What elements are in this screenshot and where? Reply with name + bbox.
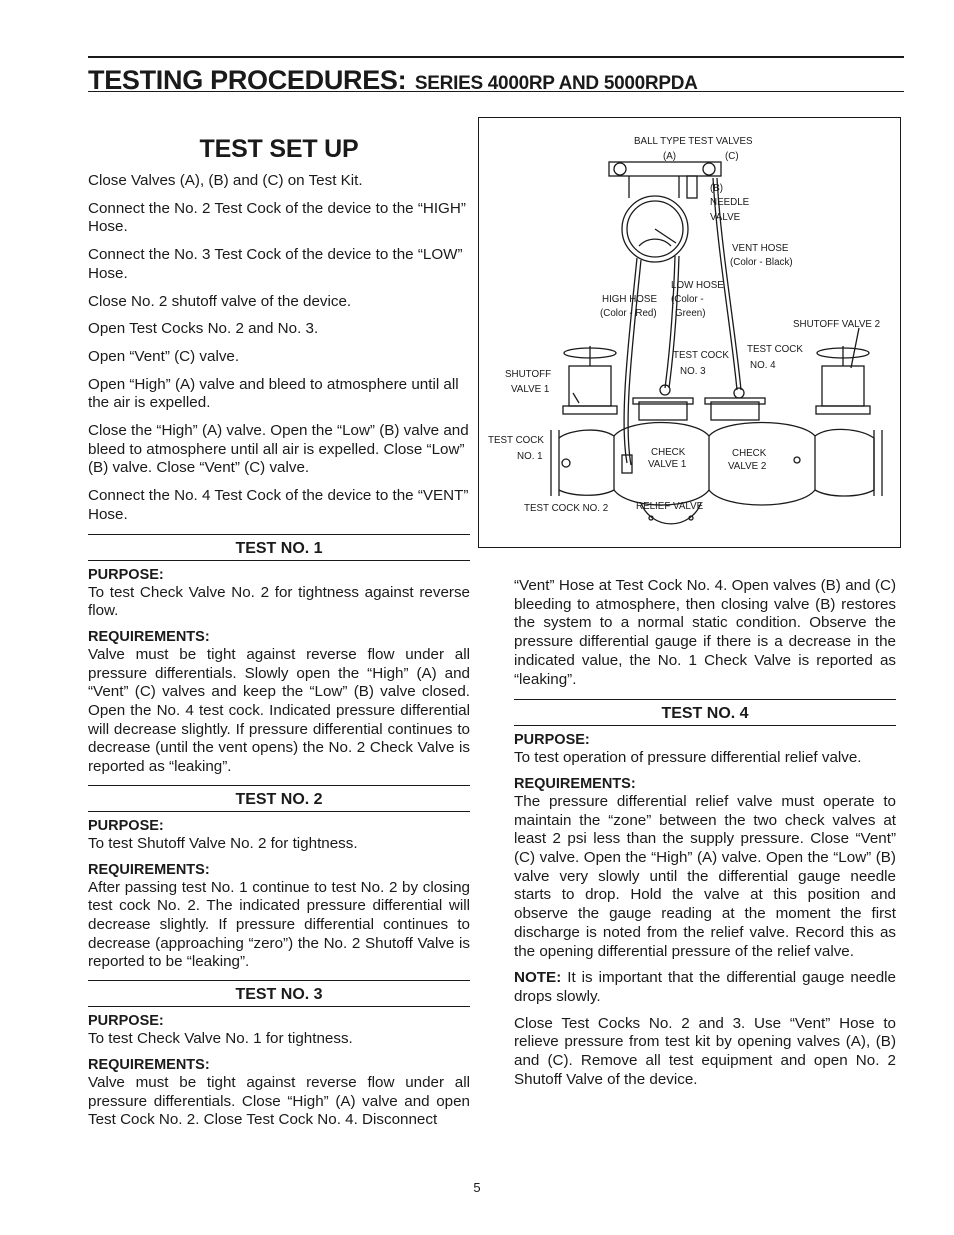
test-1-requirements: Valve must be tight against reverse flow under all pressure differentials. Slowly open the “High” (A) and “Vent” (C) valves and keep the “Low” (B) valve closed. Open the No. 4 test cock. Indicated pressure differential will decrease slightly. If pressure differential continues to decrease (until the vent opens) the No. 2 Check Valve is reported as “leaking”. [88, 645, 470, 776]
setup-step: Close Valves (A), (B) and (C) on Test Kit. [88, 172, 363, 189]
shutoff-valve-1 [569, 366, 611, 406]
ball-valve-a-icon [614, 163, 626, 175]
page-title-main: TESTING PROCEDURES: [88, 65, 407, 95]
label-test-cock-4-line1: TEST COCK [747, 344, 803, 355]
label-check-valve-2-line1: CHECK [732, 448, 767, 459]
test-3-purpose-label: PURPOSE: [88, 1013, 164, 1030]
setup-step: Open “High” (A) valve and bleed to atmosphere until all the air is expelled. [88, 375, 459, 412]
test-2-heading: TEST NO. 2 [88, 786, 470, 812]
setup-step: Connect the No. 4 Test Cock of the device to the “VENT” Hose. [88, 487, 469, 523]
label-shutoff-1-line2: VALVE 1 [511, 384, 550, 395]
test-4-purpose: To test operation of pressure differential relief valve. [514, 749, 862, 767]
label-check-valve-2-line2: VALVE 2 [728, 461, 767, 472]
label-test-cock-3-line2: NO. 3 [680, 366, 706, 377]
ball-valve-c-icon [703, 163, 715, 175]
label-test-cock-1-line2: NO. 1 [517, 451, 543, 462]
label-needle-valve: VALVE [710, 212, 741, 223]
label-check-valve-1-line1: CHECK [651, 447, 686, 458]
label-low-color-2: Green) [675, 308, 706, 319]
test-4-purpose-label: PURPOSE: [514, 732, 590, 749]
test-4-note-text: It is important that the differential gauge needle drops slowly. [514, 969, 896, 1005]
inlet-flange [551, 430, 559, 496]
test-cock-4-icon [734, 388, 744, 398]
right-column [514, 577, 896, 1097]
test-4-closing: Close Test Cocks No. 2 and 3. Use “Vent” Hose to relieve pressure from test kit by opening valves (A), (B) and (C). Remove all test equipment and open No. 2 Shutoff Valve of the device. [514, 1014, 896, 1088]
test-4-section [514, 699, 896, 1089]
test-3-section [88, 980, 470, 1130]
needle-valve-b-icon [687, 176, 697, 198]
label-test-cock-3-line1: TEST COCK [673, 350, 729, 361]
label-high-color: (Color - Red) [600, 308, 657, 319]
outlet-pipe [815, 429, 874, 496]
test-1-section [88, 534, 470, 777]
label-vent-hose: VENT HOSE [732, 243, 789, 254]
test-1-purpose: To test Check Valve No. 2 for tightness against reverse flow. [88, 583, 470, 620]
test-1-requirements-label: REQUIREMENTS: [88, 628, 210, 645]
label-test-cock-4-line2: NO. 4 [750, 360, 776, 371]
label-shutoff-1-line1: SHUTOFF [505, 369, 552, 380]
header-top-rule [88, 56, 904, 58]
test-3-requirements-continued: “Vent” Hose at Test Cock No. 4. Open valves (B) and (C) bleeding to atmosphere, then closing valve (B) restores the system to a normal static condition. Observe the pressure differential gauge if there is a decrease in the indicated value, the No. 1 Check Valve is reported as “leaking”. [514, 577, 896, 688]
label-valve-a: (A) [663, 151, 677, 162]
setup-step: Close No. 2 shutoff valve of the device. [88, 292, 352, 310]
backflow-device-illustration [479, 118, 900, 547]
setup-title: TEST SET UP [199, 135, 359, 163]
test-3-heading: TEST NO. 3 [88, 981, 470, 1007]
test-2-requirements: After passing test No. 1 continue to test No. 2 by closing test cock No. 2. The indicated pressure differential will decrease slightly. If pressure differential continues to decrease (approaching “zero”) the No. 2 Shutoff Valve is reported to be “leaking”. [88, 878, 470, 971]
header-bottom-rule [88, 91, 904, 92]
test-4-note [514, 969, 896, 1006]
test-2-purpose-label: PURPOSE: [88, 817, 164, 834]
label-shutoff-valve-2: SHUTOFF VALVE 2 [793, 319, 881, 330]
label-ball-valves: BALL TYPE TEST VALVES [634, 136, 753, 147]
test-2-purpose: To test Shutoff Valve No. 2 for tightness. [88, 834, 358, 852]
shutoff-valve-2 [822, 366, 864, 406]
setup-step: Connect the No. 2 Test Cock of the device to the “HIGH” Hose. [88, 199, 466, 236]
label-low-hose: LOW HOSE [671, 280, 724, 291]
outlet-flange [874, 430, 882, 496]
test-4-requirements-label: REQUIREMENTS: [514, 775, 636, 792]
check-valve-1-cover [639, 402, 687, 420]
inlet-pipe [559, 430, 614, 495]
setup-step: Open Test Cocks No. 2 and No. 3. [88, 320, 319, 338]
test-3-requirements: Valve must be tight against reverse flow under all pressure differentials. Close “High” (A) valve and open Test Cock No. 2. Close Test Cock No. 4. Disconnect [88, 1073, 470, 1129]
setup-step: Connect the No. 3 Test Cock of the device to the “LOW” Hose. [88, 246, 463, 282]
high-hose [624, 258, 637, 463]
left-column [88, 135, 470, 1138]
test-4-heading: TEST NO. 4 [514, 700, 896, 726]
label-check-valve-1-line2: VALVE 1 [648, 459, 687, 470]
check-valve-2-cover [711, 402, 759, 420]
label-vent-color: (Color - Black) [730, 257, 793, 268]
setup-step: Open “Vent” (C) valve. [88, 347, 240, 365]
test-setup-diagram [478, 117, 901, 548]
label-valve-c: (C) [725, 151, 739, 162]
test-3-requirements-label: REQUIREMENTS: [88, 1056, 210, 1073]
setup-step: Close the “High” (A) valve. Open the “Low” (B) valve and bleed to atmosphere until all air is expelled. Close “Low” (B) valve. Close “Vent” (C) valve. [88, 422, 469, 477]
test-1-heading: TEST NO. 1 [88, 535, 470, 561]
label-needle: NEEDLE [710, 197, 750, 208]
label-relief-valve: RELIEF VALVE [636, 501, 704, 512]
label-high-hose: HIGH HOSE [602, 294, 657, 305]
test-3-purpose: To test Check Valve No. 1 for tightness. [88, 1030, 353, 1048]
label-valve-b: (B) [710, 183, 724, 194]
test-2-section [88, 785, 470, 972]
page-title-series: SERIES 4000RP AND 5000RPDA [414, 73, 698, 94]
label-test-cock-2: TEST COCK NO. 2 [524, 503, 609, 514]
label-low-color-1: (Color - [671, 294, 704, 305]
label-test-cock-1-line1: TEST COCK [488, 435, 544, 446]
page-number: 5 [473, 1180, 481, 1195]
test-4-requirements: The pressure differential relief valve must operate to maintain the “zone” between the two check valves at least 2 psi less than the supply pressure. Close “Vent” (C) valve. Open the “High” (A) valve. Open the “Low” (B) valve very slowly until the differential gauge needle starts to drop. Hold the valve at this position and observe the gauge reading at the moment the first discharge is noted from the relief valve. Record this as the opening differential pressure of the relief valve. [514, 792, 896, 960]
test-2-requirements-label: REQUIREMENTS: [88, 861, 210, 878]
test-cock-1-icon [562, 459, 570, 467]
test-4-note-label: NOTE: [514, 969, 562, 987]
test-1-purpose-label: PURPOSE: [88, 566, 164, 583]
low-hose [665, 256, 675, 388]
